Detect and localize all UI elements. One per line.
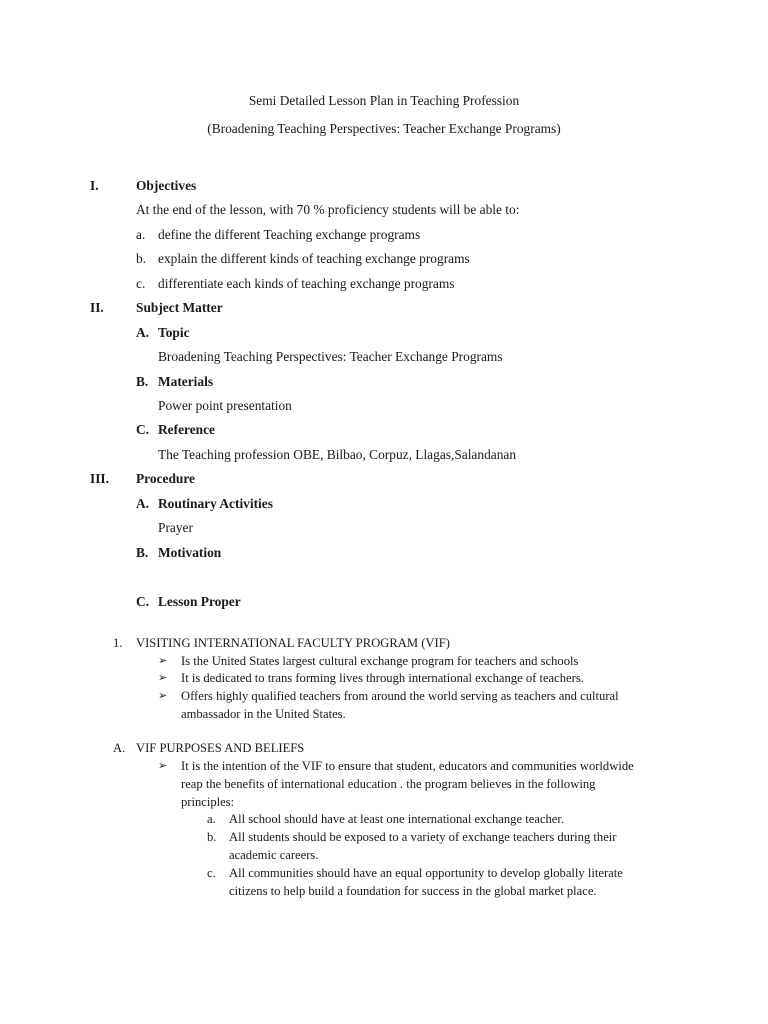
subsection-heading-reference: Reference [158,422,215,437]
section-heading-subject: Subject Matter [136,300,223,315]
vif-bullet-text: Offers highly qualified teachers from around the world serving as teachers and cultural [181,689,619,703]
principle-letter: c. [207,866,216,880]
objective-text: define the different Teaching exchange programs [158,227,421,242]
subsection-letter: B. [136,374,149,389]
routinary-text: Prayer [158,520,193,535]
reference-text: The Teaching profession OBE, Bilbao, Corpuz, Llagas,Salandanan [158,447,517,462]
section-number-objectives: I. [90,178,99,193]
purposes-title: VIF PURPOSES AND BELIEFS [136,741,305,755]
principle-text: All communities should have an equal opportunity to develop globally literate [229,866,623,880]
principle-text: All students should be exposed to a variety of exchange teachers during their [229,830,617,844]
subsection-heading-motivation: Motivation [158,545,222,560]
objectives-intro: At the end of the lesson, with 70 % proficiency students will be able to: [136,202,520,217]
document-subtitle: (Broadening Teaching Perspectives: Teacher Exchange Programs) [207,121,561,136]
principle-text: All school should have at least one international exchange teacher. [229,812,565,826]
vif-title: VISITING INTERNATIONAL FACULTY PROGRAM (VIF) [136,636,450,650]
subsection-letter: A. [136,325,150,340]
vif-bullet-text: Is the United States largest cultural exchange program for teachers and schools [181,654,579,668]
purposes-bullet-text: principles: [181,795,235,809]
objective-letter: b. [136,251,147,266]
list-number: 1. [113,636,123,650]
subsection-heading-routinary: Routinary Activities [158,496,273,511]
objective-text: explain the different kinds of teaching exchange programs [158,251,470,266]
subsection-letter: B. [136,545,149,560]
arrow-bullet-icon: ➢ [158,672,168,684]
document-title: Semi Detailed Lesson Plan in Teaching Profession [248,93,520,108]
principle-text: citizens to help build a foundation for success in the global market place. [229,884,597,898]
objective-letter: a. [136,227,146,242]
objective-letter: c. [136,276,146,291]
materials-text: Power point presentation [158,398,292,413]
purposes-bullet-text: It is the intention of the VIF to ensure that student, educators and communities worldwide [181,759,634,773]
vif-bullet-text: ambassador in the United States. [181,707,346,721]
vif-bullet-text: It is dedicated to trans forming lives through international exchange of teachers. [181,671,584,685]
subsection-heading-lesson-proper: Lesson Proper [158,594,241,609]
arrow-bullet-icon: ➢ [158,690,168,702]
list-letter: A. [113,741,126,755]
arrow-bullet-icon: ➢ [158,760,168,772]
principle-text: academic careers. [229,848,319,862]
subsection-letter: A. [136,496,150,511]
section-heading-procedure: Procedure [136,471,196,486]
section-number-subject: II. [90,300,104,315]
purposes-bullet-text: reap the benefits of international education . the program believes in the following [181,777,596,791]
subsection-letter: C. [136,422,150,437]
section-heading-objectives: Objectives [136,178,197,193]
principle-letter: a. [207,812,216,826]
subsection-heading-topic: Topic [158,325,190,340]
subsection-letter: C. [136,594,150,609]
principle-letter: b. [207,830,217,844]
arrow-bullet-icon: ➢ [158,655,168,667]
subsection-heading-materials: Materials [158,374,214,389]
objective-text: differentiate each kinds of teaching exchange programs [158,276,455,291]
topic-text: Broadening Teaching Perspectives: Teacher Exchange Programs [158,349,503,364]
section-number-procedure: III. [90,471,109,486]
